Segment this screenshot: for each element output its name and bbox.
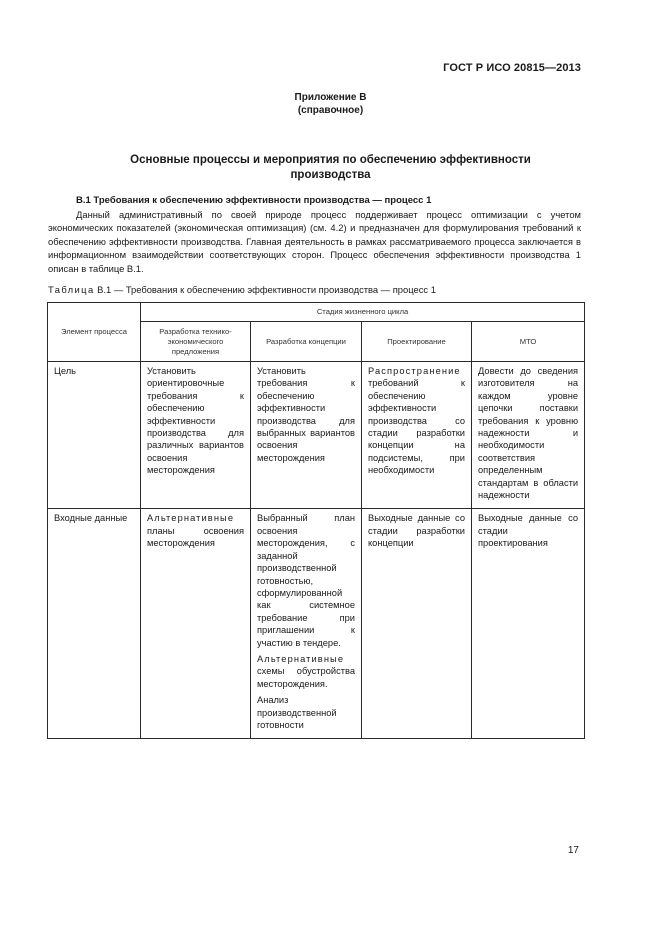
emphasized-word: Распространение <box>368 366 461 376</box>
cell-text: Довести до сведения изготовителя на каждом уровне цепочки поставки требования к уровню надежности и необходимости соответствия определенным стандартам в области надежности <box>478 366 579 501</box>
page-title-line-2: производства <box>290 169 371 181</box>
body-paragraph: Данный административный по своей природе процесс поддерживает процесс оптимизации с учетом экономических показателей (экономическая оптимизация) (см. 4.2) и предназначен для формулирования требований к обеспечению эффективности производства. Главная деятельность в рамках рассматриваемого процесса заключается в информационном взаимодействии соответствующих сторон. Процесс обеспечения эффективности производства 1 описан в таблице В.1. <box>48 209 581 274</box>
standard-number: ГОСТ Р ИСО 20815—2013 <box>443 62 581 74</box>
cell-text: Выбранный план освоения месторождения, с заданной производственной готовностью, сформулированной как системное требование при приглашении к участию в тендере. <box>257 513 355 648</box>
table-cell <box>141 509 251 739</box>
page-title-line-1: Основные процессы и мероприятия по обеспечению эффективности <box>130 154 531 166</box>
table-caption <box>48 284 436 295</box>
cell-text: Распространение требований к обеспечению эффективности производства со стадии разработки концепции на подсистемы, при необходимости <box>368 366 465 476</box>
cell-text: Выходные данные со стадии разработки концепции <box>368 513 465 549</box>
cell-text: Установить требования к обеспечению эффективности производства для выбранных вариантов освоения месторождения <box>257 366 355 463</box>
table-cell <box>251 509 362 739</box>
table-cell <box>472 362 585 509</box>
table-cell <box>362 362 472 509</box>
table-caption-prefix: Таблица <box>48 284 95 295</box>
table-cell <box>472 509 585 739</box>
emphasized-word: Альтернативные <box>257 653 345 664</box>
table-caption-text: В.1 — Требования к обеспечению эффективности производства — процесс 1 <box>97 284 436 295</box>
appendix-note: (справочное) <box>297 105 364 116</box>
page-number: 17 <box>567 845 579 856</box>
appendix-title: Приложение В <box>294 92 367 103</box>
cell-text: Установить ориентировочные требования к обеспечению эффективности производства для различных вариантов освоения месторождения <box>147 366 244 476</box>
row-label-input: Входные данные <box>48 509 141 739</box>
cell-text: Выходные данные со стадии проектирования <box>478 513 579 549</box>
table-cell <box>362 509 472 739</box>
cell-text: Альтернативные схемы обустройства месторождения. <box>257 653 355 689</box>
emphasized-word: Альтернативные <box>147 513 235 524</box>
table-row <box>48 362 585 509</box>
table-header-row-1 <box>48 303 585 322</box>
header-stage: Стадия жизненного цикла <box>141 303 585 322</box>
header-col-concept: Разработка концепции <box>251 322 362 362</box>
appendix-heading <box>0 91 661 117</box>
cell-text: Альтернативные планы освоения месторождения <box>147 513 244 549</box>
table-row <box>48 509 585 739</box>
header-col-design: Проектирование <box>362 322 472 362</box>
table-cell <box>251 362 362 509</box>
row-label-goal: Цель <box>48 362 141 509</box>
section-heading: В.1 Требования к обеспечению эффективности производства — процесс 1 <box>76 195 432 206</box>
header-element: Элемент процесса <box>48 303 141 362</box>
header-col-tep: Разработка технико-экономического предложения <box>141 322 251 362</box>
header-col-mto: МТО <box>472 322 585 362</box>
table-cell <box>141 362 251 509</box>
cell-text: Анализ производственной готовности <box>257 695 337 730</box>
requirements-table <box>47 302 585 739</box>
page-title <box>0 153 661 183</box>
